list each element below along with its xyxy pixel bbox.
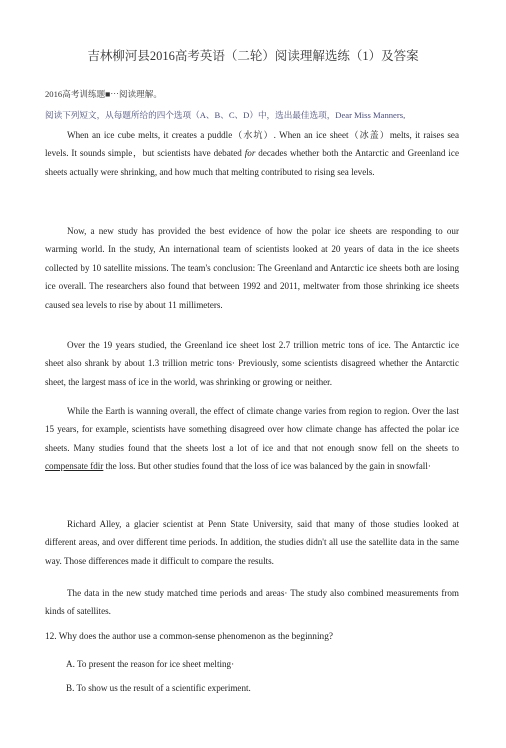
paragraph-5: Richard Alley, a glacier scientist at Penn State University, said that many of those studies looked at different areas, and over different time periods. In addition, the studies didn't all use the satellite data in the same way. Those differences made it difficult to compare the results. [45, 519, 459, 566]
paragraph-3: Over the 19 years studied, the Greenland ice sheet lost 2.7 trillion metric tons of ice. The Antarctic ice sheet also shrank by about 1.3 trillion metric tons· Previously, some scientists disagreed whether the Antarctic sheet, the largest mass of ice in the world, was shrinking or growing or neither. [45, 340, 459, 387]
paragraph-1-part-c: decades whether both the Antarctic and Greenland ice sheets actually were shrinking, and how much that melting contributed to rising sea levels. [45, 148, 459, 177]
underlined-phrase: compensate fdir [45, 461, 104, 472]
option-a: A. To present the reason for ice sheet melting· [66, 659, 235, 669]
paragraph-1 [45, 126, 459, 181]
document-title: 吉林柳河县2016高考英语（二轮）阅读理解选练（1）及答案 [87, 49, 419, 63]
italic-for: for [244, 148, 256, 159]
instruction-line: 阅读下列短文，从每题所给的四个选项（A、B、C、D）中，选出最佳选项，Dear Miss Manners, [45, 110, 406, 120]
option-b: B. To show us the result of a scientific experiment. [66, 683, 251, 693]
paragraph-6: The data in the new study matched time periods and areas· The study also combined measurements from kinds of satellites. [45, 588, 459, 617]
paragraph-4-part-a: While the Earth is wanning overall, the effect of climate change varies from region to region. Over the last 15 years, for example, scientists have something disagreed over how climate change has affected the polar ice sheets. Many studies found that the sheets lost a lot of ice and that not enough snow fell on the sheets to [45, 406, 459, 453]
paragraph-4-part-c: the loss. But other studies found that the loss of ice was balanced by the gain in snowfall· [103, 461, 431, 472]
paragraph-2: Now, a new study has provided the best evidence of how the polar ice sheets are responding to our warming world. In the study, An international team of scientists looked at 20 years of data in the ice sheets collected by 10 satellite missions. The team's conclusion: The Greenland and Antarctic ice sheets both are losing ice overall. The researchers also found that between 1992 and 2011, meltwater from those shrinking ice sheets caused sea levels to rise by about 11 millimeters. [45, 226, 459, 310]
source-line: 2016高考训练题■⋯阅读理解。 [45, 89, 162, 99]
paragraph-1-part-a: When an ice cube melts, it creates a puddle（水坑）. When an ice sheet（冰盖）melts, it raises sea levels. It sounds simple，but scientists have debated [45, 130, 459, 159]
paragraph-4 [45, 402, 459, 476]
question-12: 12. Why does the author use a common-sense phenomenon as the beginning? [45, 632, 333, 642]
